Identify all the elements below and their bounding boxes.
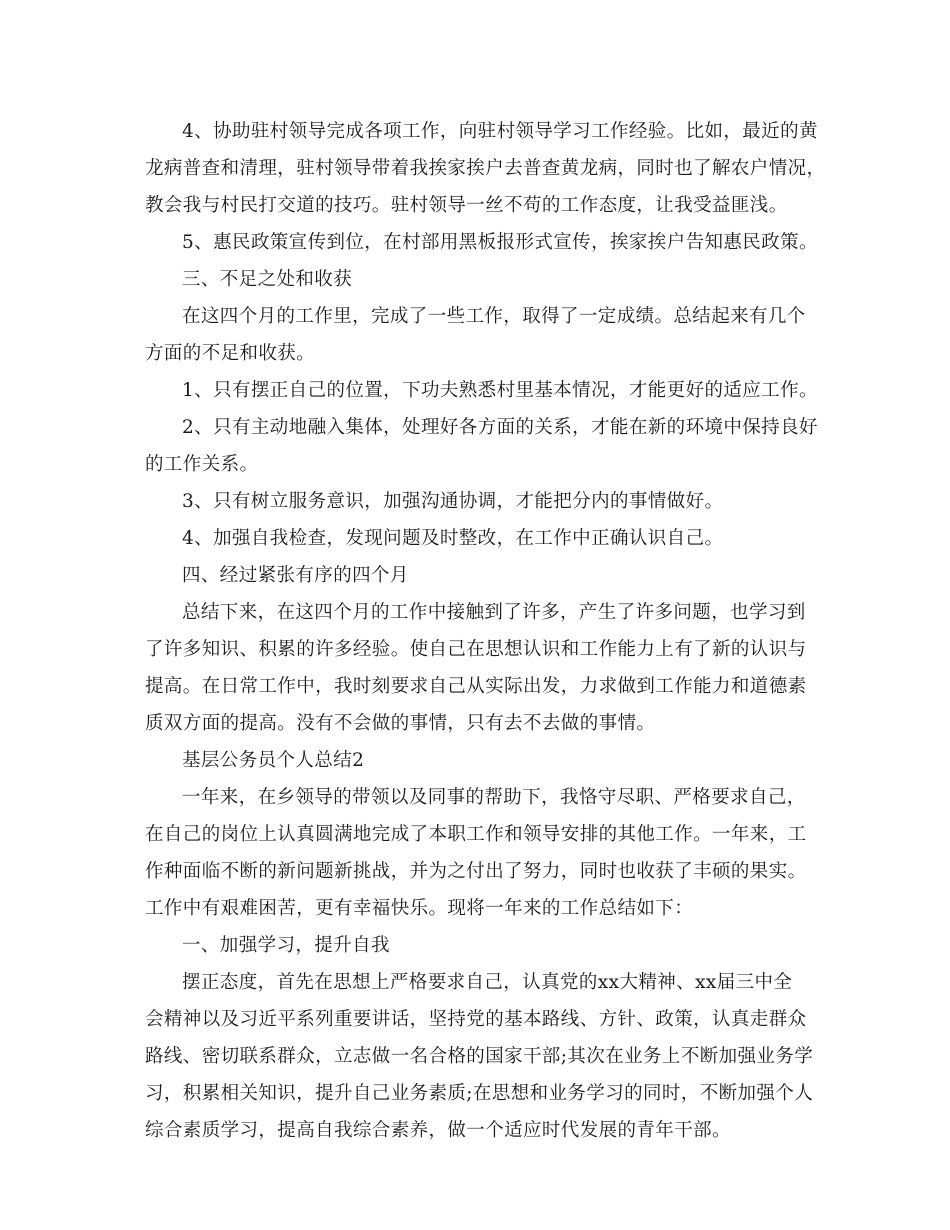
- paragraph-year-intro: [145, 779, 810, 927]
- text-line: 的工作关系。: [145, 454, 259, 475]
- text-line: 综合素质学习，提高自我综合素养，做一个适应时代发展的青年干部。: [145, 1120, 731, 1141]
- text-line: 了许多知识、积累的许多经验。使自己在思想认识和工作能力上有了新的认识与: [145, 639, 807, 660]
- paragraph-point-2: [145, 409, 818, 483]
- text-line: 方面的不足和收获。: [145, 343, 316, 364]
- text-line: 工作中有艰难困苦，更有幸福快乐。现将一年来的工作总结如下：: [145, 898, 694, 919]
- text-line: 路线、密切联系群众，立志做一名合格的国家干部;其次在业务上不断加强业务学: [145, 1046, 814, 1067]
- text-line: 教会我与村民打交道的技巧。驻村领导一丝不苟的工作态度，让我受益匪浅。: [145, 195, 788, 216]
- section-heading-3: [145, 261, 810, 298]
- text-line: 在自己的岗位上认真圆满地完成了本职工作和领导安排的其他工作。一年来，工: [145, 824, 807, 845]
- paragraph-summary-intro: [145, 298, 810, 372]
- text-line: 1、只有摆正自己的位置，下功夫熟悉村里基本情况，才能更好的适应工作。: [182, 380, 818, 401]
- title-text: 基层公务员个人总结2: [182, 750, 365, 771]
- text-line: 总结下来，在这四个月的工作中接触到了许多，产生了许多问题，也学习到: [182, 602, 806, 623]
- document-title-2: [145, 742, 810, 779]
- text-line: 质双方面的提高。没有不会做的事情，只有去不去做的事情。: [145, 713, 656, 734]
- text-line: 提高。在日常工作中，我时刻要求自己从实际出发，力求做到工作能力和道德素: [145, 676, 807, 697]
- paragraph-point-4: [145, 520, 810, 557]
- text-line: 5、惠民政策宣传到位，在村部用黑板报形式宣传，挨家挨户告知惠民政策。: [182, 232, 818, 253]
- paragraph-point-3: [145, 483, 810, 520]
- text-line: 习，积累相关知识，提升自己业务素质;在思想和业务学习的同时，不断加强个人: [145, 1083, 814, 1104]
- text-line: 2、只有主动地融入集体，处理好各方面的关系，才能在新的环境中保持良好: [182, 417, 818, 438]
- heading-text: 一、加强学习，提升自我: [182, 935, 390, 956]
- text-line: 一年来，在乡领导的带领以及同事的帮助下，我恪守尽职、严格要求自己，: [182, 787, 806, 808]
- heading-text: 四、经过紧张有序的四个月: [182, 565, 409, 586]
- text-line: 摆正态度，首先在思想上严格要求自己，认真党的xx大精神、xx届三中全: [182, 972, 793, 993]
- section-heading-1: [145, 927, 810, 964]
- text-line: 会精神以及习近平系列重要讲话，坚持党的基本路线、方针、政策，认真走群众: [145, 1009, 807, 1030]
- text-line: 3、只有树立服务意识，加强沟通协调，才能把分内的事情做好。: [182, 491, 724, 512]
- paragraph-item-4: [145, 113, 826, 224]
- paragraph-study: [145, 964, 814, 1149]
- document-body: [145, 113, 826, 1149]
- text-line: 作种面临不断的新问题新挑战，并为之付出了努力，同时也收获了丰硕的果实。: [145, 861, 807, 882]
- section-heading-4: [145, 557, 810, 594]
- text-line: 龙病普查和清理，驻村领导带着我挨家挨户去普查黄龙病，同时也了解农户情况，: [145, 158, 826, 179]
- text-line: 4、加强自我检查，发现问题及时整改，在工作中正确认识自己。: [182, 528, 724, 549]
- paragraph-conclusion: [145, 594, 810, 742]
- text-line: 4、协助驻村领导完成各项工作，向驻村领导学习工作经验。比如，最近的黄: [182, 121, 818, 142]
- heading-text: 三、不足之处和收获: [182, 269, 353, 290]
- paragraph-point-1: [145, 372, 818, 409]
- text-line: 在这四个月的工作里，完成了一些工作，取得了一定成绩。总结起来有几个: [182, 306, 806, 327]
- paragraph-item-5: [145, 224, 818, 261]
